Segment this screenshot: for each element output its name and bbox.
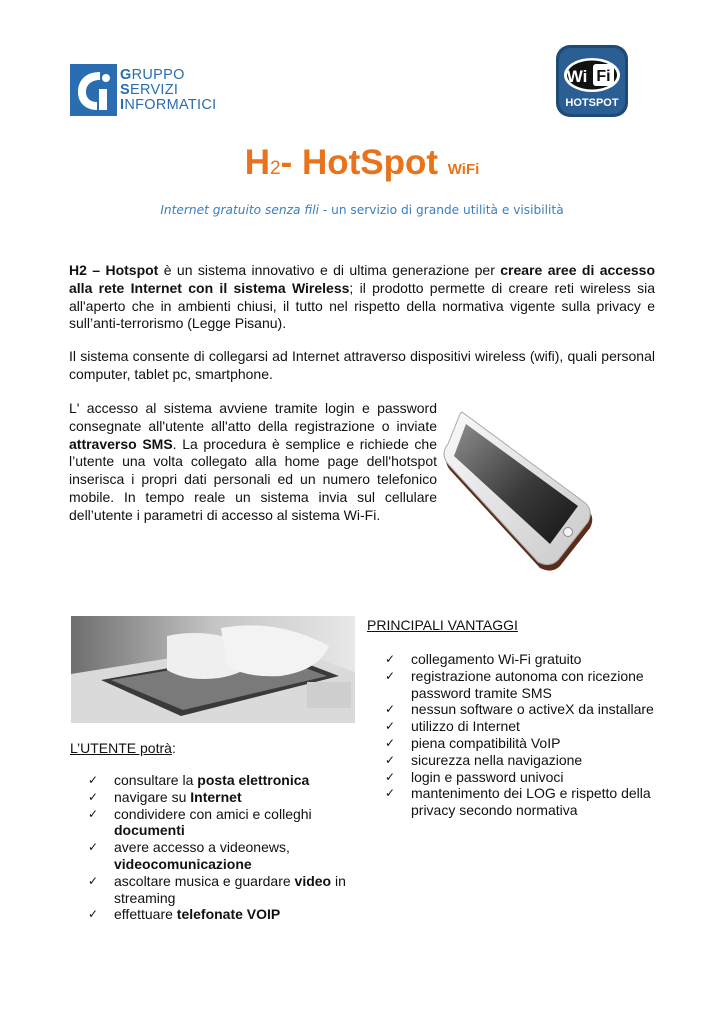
list-item: ✓ effettuare telefonate VOIP xyxy=(88,906,281,923)
gsi-logo-text: GRUPPO SERVIZI INFORMATICI xyxy=(120,67,217,113)
list-item: ✓ consultare la posta elettronica xyxy=(88,772,310,788)
list-item: ✓ nessun software o activeX da installare xyxy=(385,701,654,718)
list-item: ✓ ascoltare musica e guardare video in streaming xyxy=(88,872,346,906)
gsi-logo xyxy=(70,64,240,120)
check-icon: ✓ xyxy=(88,806,99,821)
vantaggi-heading: PRINCIPALI VANTAGGI xyxy=(367,617,518,633)
check-icon: ✓ xyxy=(88,907,99,922)
smartphone-image xyxy=(440,408,604,574)
check-icon: ✓ xyxy=(385,735,396,750)
list-item: ✓ avere accesso a videonews, videocomunicazione xyxy=(88,839,290,872)
wifi-hotspot-badge-icon xyxy=(555,44,629,118)
check-icon: ✓ xyxy=(88,873,99,888)
list-item: ✓ mantenimento dei LOG e rispetto della privacy secondo normativa xyxy=(385,785,651,819)
page-subtitle: Internet gratuito senza fili - un servizio di grande utilità e visibilità xyxy=(160,203,564,217)
check-icon: ✓ xyxy=(88,840,99,855)
devices-paragraph: Il sistema consente di collegarsi ad Internet attraverso dispositivi wireless (wifi), quali personal computer, tablet pc, smartphone. xyxy=(69,348,655,382)
utente-list xyxy=(88,772,368,923)
svg-text:Fi: Fi xyxy=(596,68,611,85)
check-icon: ✓ xyxy=(385,786,396,801)
list-item: ✓ collegamento Wi-Fi gratuito xyxy=(385,651,582,667)
check-icon: ✓ xyxy=(385,752,396,767)
laptop-typing-image xyxy=(71,616,355,723)
check-icon: ✓ xyxy=(385,702,396,717)
list-item: ✓ piena compatibilità VoIP xyxy=(385,734,561,751)
svg-text:HOTSPOT: HOTSPOT xyxy=(565,97,619,109)
list-item: ✓ condividere con amici e colleghi documenti xyxy=(88,805,312,839)
list-item: ✓ registrazione autonoma con ricezione password tramite SMS xyxy=(385,667,644,701)
gsi-logo-mark-icon xyxy=(70,64,117,116)
check-icon: ✓ xyxy=(385,668,396,683)
intro-paragraph: H2 – Hotspot è un sistema innovativo e di ultima generazione per creare aree di accesso alla rete Internet con il sistema Wireless; il prodotto permette di creare reti wireless sia all'aperto che in ambienti chiusi, il tutto nel rispetto della normativa vigente sulla privacy e sull’anti-terrorismo (Legge Pisanu). xyxy=(69,262,656,332)
check-icon: ✓ xyxy=(385,719,396,734)
check-icon: ✓ xyxy=(385,769,396,784)
check-icon: ✓ xyxy=(385,652,396,666)
page-title: H2- HotSpot WiFi xyxy=(244,143,480,182)
list-item: ✓ login e password univoci xyxy=(385,768,564,785)
svg-text:Wi: Wi xyxy=(566,67,588,86)
vantaggi-list xyxy=(385,651,675,819)
list-item: ✓ navigare su Internet xyxy=(88,788,242,805)
check-icon: ✓ xyxy=(88,773,99,787)
list-item: ✓ sicurezza nella navigazione xyxy=(385,751,583,768)
check-icon: ✓ xyxy=(88,789,99,804)
access-paragraph: L' accesso al sistema avviene tramite login e password consegnate all'utente all'atto della registrazione o inviate attraverso SMS. La procedura è semplice e richiede che l’utente una volta collegato alla home page dell'hotspot inserisca i propri dati personali ed un numero telefonico mobile. In tempo reale un sistema invia sul cellulare dell’utente i parametri di accesso al sistema Wi-Fi. xyxy=(69,400,437,523)
utente-heading: L’UTENTE potrà: xyxy=(70,740,176,756)
list-item: ✓ utilizzo di Internet xyxy=(385,718,520,735)
